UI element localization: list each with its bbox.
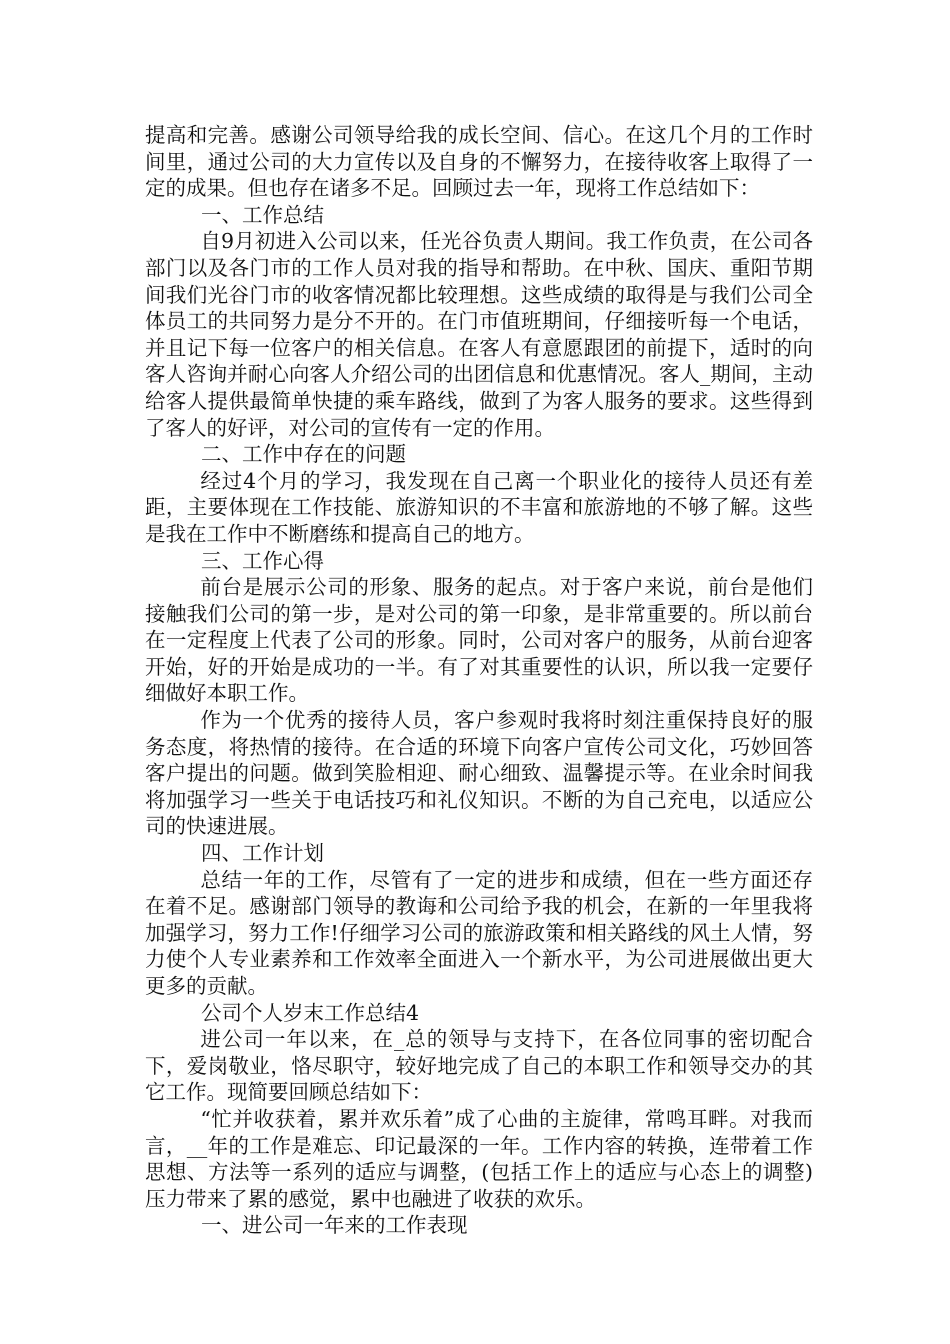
paragraph-summary-4-intro: 进公司一年以来，在_总的领导与支持下，在各位同事的密切配合下，爱岗敬业，恪尽职守，较好地完成了自己的本职工作和领导交办的其它工作。现简要回顾总结如下： (145, 1027, 813, 1105)
paragraph-summary-4-reflection: “忙并收获着，累并欢乐着”成了心曲的主旋律，常鸣耳畔。对我而言，__年的工作是难忘、印记最深的一年。工作内容的转换，连带着工作思想、方法等一系列的适应与调整，(包括工作上的适应与心态上的调整)压力带来了累的感觉，累中也融进了收获的欢乐。 (145, 1106, 813, 1211)
paragraph-insights-front-desk: 前台是展示公司的形象、服务的起点。对于客户来说，前台是他们接触我们公司的第一步，是对公司的第一印象，是非常重要的。所以前台在一定程度上代表了公司的形象。同时，公司对客户的服务，从前台迎客开始，好的开始是成功的一半。有了对其重要性的认识，所以我一定要仔细做好本职工作。 (145, 575, 813, 706)
section-heading-work-plan: 四、工作计划 (201, 841, 324, 866)
paragraph-insights-receptionist: 作为一个优秀的接待人员，客户参观时我将时刻注重保持良好的服务态度，将热情的接待。在合适的环境下向客户宣传公司文化，巧妙回答客户提出的问题。做到笑脸相迎、耐心细致、温馨提示等。在业余时间我将加强学习一些关于电话技巧和礼仪知识。不断的为自己充电，以适应公司的快速进展。 (145, 708, 813, 839)
section-heading-insights: 三、工作心得 (201, 548, 324, 573)
document-body (145, 122, 813, 1239)
section-heading-work-summary: 一、工作总结 (201, 202, 324, 227)
paragraph-work-plan: 总结一年的工作，尽管有了一定的进步和成绩，但在一些方面还存在着不足。感谢部门领导的教诲和公司给予我的机会，在新的一年里我将加强学习，努力工作!仔细学习公司的旅游政策和相关路线的风土人情，努力使个人专业素养和工作效率全面进入一个新水平，为公司进展做出更大更多的贡献。 (145, 867, 813, 998)
paragraph-problems: 经过4个月的学习，我发现在自己离一个职业化的接待人员还有差距，主要体现在工作技能、旅游知识的不丰富和旅游地的不够了解。这些是我在工作中不断磨练和提高自己的地方。 (145, 468, 813, 546)
section-heading-problems: 二、工作中存在的问题 (201, 442, 406, 467)
document-title-summary-4: 公司个人岁末工作总结4 (201, 1000, 420, 1025)
paragraph-intro: 提高和完善。感谢公司领导给我的成长空间、信心。在这几个月的工作时间里，通过公司的大力宣传以及自身的不懈努力，在接待收客上取得了一定的成果。但也存在诸多不足。回顾过去一年，现将工作总结如下： (145, 123, 813, 201)
section-heading-performance: 一、进公司一年来的工作表现 (201, 1213, 468, 1238)
paragraph-work-summary: 自9月初进入公司以来，任光谷负责人期间。我工作负责，在公司各部门以及各门市的工作人员对我的指导和帮助。在中秋、国庆、重阳节期间我们光谷门市的收客情况都比较理想。这些成绩的取得是与我们公司全体员工的共同努力是分不开的。在门市值班期间，仔细接听每一个电话，并且记下每一位客户的相关信息。在客人有意愿跟团的前提下，适时的向客人咨询并耐心向客人介绍公司的出团信息和优惠情况。客人_期间，主动给客人提供最简单快捷的乘车路线，做到了为客人服务的要求。这些得到了客人的好评，对公司的宣传有一定的作用。 (145, 229, 813, 440)
